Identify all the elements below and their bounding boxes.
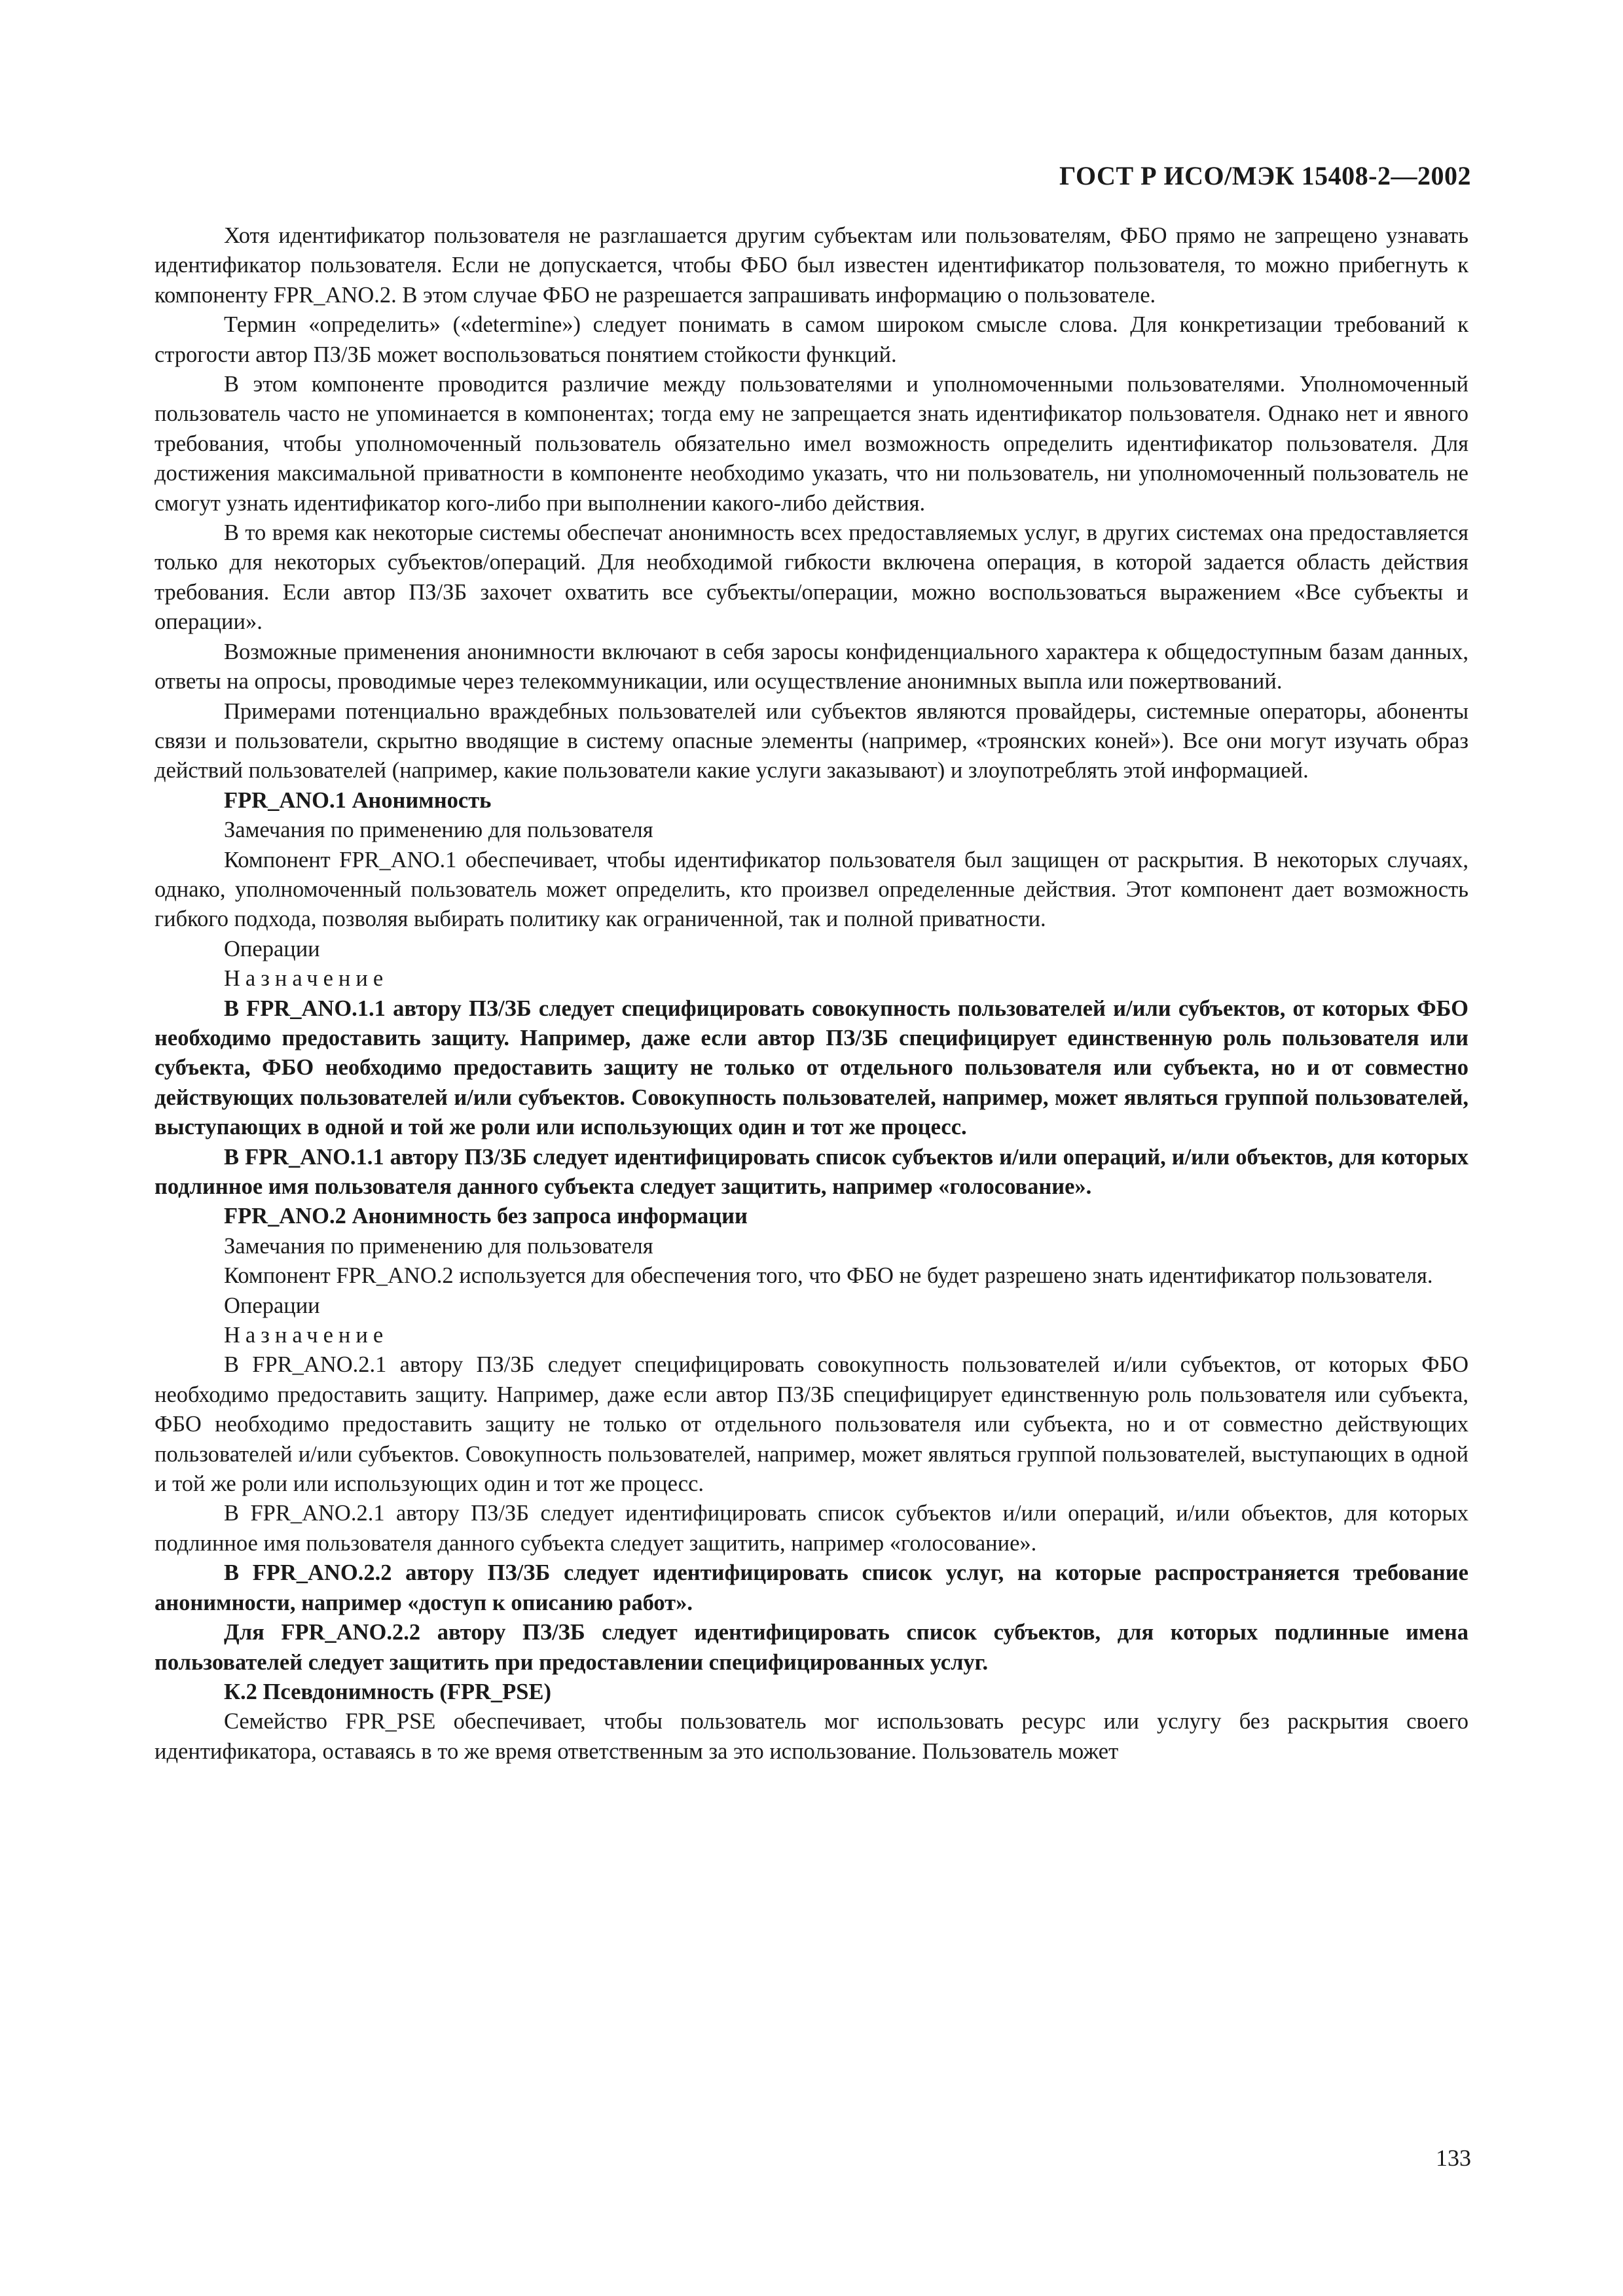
paragraph-spaced: Назначение: [224, 966, 389, 992]
paragraph: Семейство FPR_PSE обеспечивает, чтобы пользователь мог использовать ресурс или услугу без раскрытия своего идентификатора, оставаясь в то же время ответственным за это использование. Пользователь может: [155, 1709, 1468, 1764]
paragraph: Компонент FPR_ANO.2 используется для обеспечения того, что ФБО не будет разрешено знать идентификатор пользователя.: [224, 1263, 1433, 1289]
paragraph: Примерами потенциально враждебных пользователей или субъектов являются провайдеры, системные операторы, абоненты связи и пользователи, скрытно вводящие в систему опасные элементы (например, «троянских коней»). Все они могут изучать образ действий пользователей (например, какие пользователи какие услуги заказывают) и злоупотреблять этой информацией.: [155, 698, 1468, 783]
paragraph: Компонент FPR_ANO.1 обеспечивает, чтобы идентификатор пользователя был защищен от раскрытия. В некоторых случаях, однако, уполномоченный пользователь может определить, кто произвел определенные действия. Этот компонент дает возможность гибкого подхода, позволяя выбирать политику как ограниченной, так и полной приватности.: [155, 847, 1468, 932]
paragraph-bold: В FPR_ANO.1.1 автору ПЗ/ЗБ следует идентифицировать список субъектов и/или операций, и/или объектов, для которых подлинное имя пользователя данного субъекта следует защитить, например «голосование».: [155, 1144, 1468, 1199]
paragraph: В то время как некоторые системы обеспечат анонимность всех предоставляемых услуг, в других системах она предоставляется только для некоторых субъектов/операций. Для необходимой гибкости включена операция, в которой задается область действия требования. Если автор ПЗ/ЗБ захочет охватить все субъекты/операции, можно воспользоваться выражением «Все субъекты и операции».: [155, 520, 1468, 635]
paragraph: Операции: [224, 1293, 320, 1318]
page-number: 133: [1436, 2145, 1471, 2171]
section-heading: FPR_ANO.1 Анонимность: [224, 787, 492, 813]
paragraph: Операции: [224, 936, 320, 961]
section-heading: К.2 Псевдонимность (FPR_PSE): [224, 1679, 551, 1704]
paragraph: Хотя идентификатор пользователя не разглашается другим субъектам или пользователям, ФБО прямо не запрещено узнавать идентификатор пользователя. Если не допускается, чтобы ФБО был известен идентификатор пользователя, то можно прибегнуть к компоненту FPR_ANO.2. В этом случае ФБО не разрешается запрашивать информацию о пользователе.: [155, 223, 1468, 308]
paragraph-bold: В FPR_ANO.2.2 автору ПЗ/ЗБ следует идентифицировать список услуг, на которые распространяется требование анонимности, например «доступ к описанию работ».: [155, 1560, 1468, 1615]
paragraph-bold: Для FPR_ANO.2.2 автору ПЗ/ЗБ следует идентифицировать список субъектов, для которых подлинные имена пользователей следует защитить при предоставлении специфицированных услуг.: [155, 1620, 1468, 1675]
page-header: ГОСТ Р ИСО/МЭК 15408-2—2002: [1059, 161, 1471, 190]
paragraph: В этом компоненте проводится различие между пользователями и уполномоченными пользователями. Уполномоченный пользователь часто не упоминается в компонентах; тогда ему не запрещается знать идентификатор пользователя. Однако нет и явного требования, чтобы уполномоченный пользователь обязательно имел возможность определить идентификатор пользователя. Для достижения максимальной приватности в компоненте необходимо указать, что ни пользователь, ни уполномоченный пользователь не смогут узнать идентификатор кого-либо при выполнении какого-либо действия.: [155, 372, 1468, 516]
section-heading: FPR_ANO.2 Анонимность без запроса информации: [224, 1204, 748, 1229]
paragraph: Замечания по применению для пользователя: [224, 817, 653, 843]
paragraph: Термин «определить» («determine») следует понимать в самом широком смысле слова. Для конкретизации требований к строгости автор ПЗ/ЗБ может воспользоваться понятием стойкости функций.: [155, 312, 1468, 367]
body-text: [155, 221, 1468, 1767]
paragraph: В FPR_ANO.2.1 автору ПЗ/ЗБ следует специфицировать совокупность пользователей и/или субъектов, от которых ФБО необходимо предоставить защиту. Например, даже если автор ПЗ/ЗБ специфицирует единственную роль пользователя или субъекта, ФБО необходимо предоставить защиту не только от отдельного пользователя или субъекта, но и от совместно действующих пользователей и/или субъектов. Совокупность пользователей, например, может являться группой пользователей, выступающих в одной и той же роли или использующих один и тот же процесс.: [155, 1352, 1468, 1497]
paragraph: Замечания по применению для пользователя: [224, 1233, 653, 1259]
paragraph: В FPR_ANO.2.1 автору ПЗ/ЗБ следует идентифицировать список субъектов и/или операций, и/или объектов, для которых подлинное имя пользователя данного субъекта следует защитить, например «голосование».: [155, 1501, 1468, 1556]
paragraph-spaced: Назначение: [224, 1323, 389, 1348]
paragraph: Возможные применения анонимности включают в себя заросы конфиденциального характера к общедоступным базам данных, ответы на опросы, проводимые через телекоммуникации, или осуществление анонимных выпла или пожертвований.: [155, 639, 1468, 694]
paragraph-bold: В FPR_ANO.1.1 автору ПЗ/ЗБ следует специфицировать совокупность пользователей и/или субъектов, от которых ФБО необходимо предоставить защиту. Например, даже если автор ПЗ/ЗБ специфицирует единственную роль пользователя или субъекта, ФБО необходимо предоставить защиту не только от отдельного пользователя или субъекта, но и от совместно действующих пользователей и/или субъектов. Совокупность пользователей, например, может являться группой пользователей, выступающих в одной и той же роли или использующих один и тот же процесс.: [155, 996, 1468, 1140]
